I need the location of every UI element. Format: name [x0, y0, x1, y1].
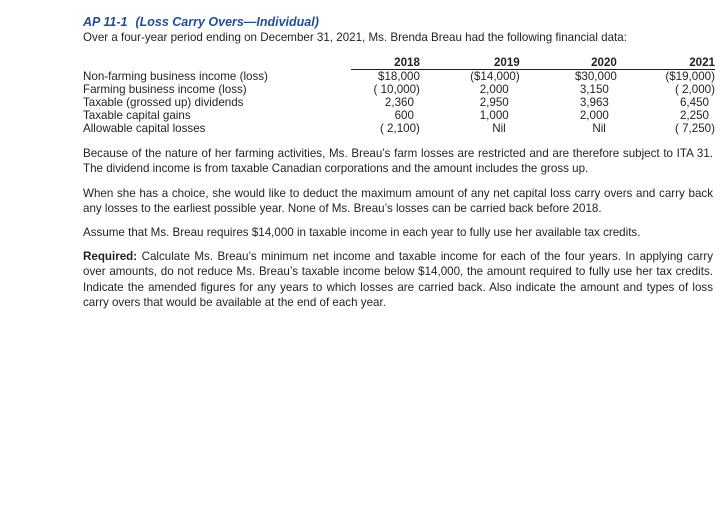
- header-year-2020: 2020: [520, 55, 617, 70]
- cell-2020: 2,000: [579, 109, 609, 123]
- required-paragraph: [83, 249, 713, 310]
- cell-2021: ( 7,250): [675, 122, 715, 136]
- required-text: Calculate Ms. Breau’s minimum net income and taxable income for each of the four years. In applying carry over amounts, do not reduce Ms. Breau’s taxable income below $14,000, the amount required to fully use her tax credits. Indicate the amended figures for any years to which losses are carried back. Also indicate the amount and types of loss carry overs that would be available at the end of each year.: [83, 250, 713, 309]
- header-year-2019: 2019: [420, 55, 520, 70]
- header-label-cell: [83, 55, 351, 70]
- problem-title: (Loss Carry Overs—Individual): [135, 15, 319, 29]
- row-label: Taxable capital gains: [83, 109, 191, 123]
- row-label: Non-farming business income (loss): [83, 69, 268, 83]
- cell-2020: 3,150: [579, 83, 609, 97]
- carry-over-preference-paragraph: When she has a choice, she would like to deduct the maximum amount of any net capital loss carry overs and carry back any losses to the earliest possible year. None of Ms. Breau’s losses can be carried back before 2018.: [83, 186, 713, 215]
- cell-2021: 2,250: [679, 109, 709, 123]
- cell-2021: ( 2,000): [675, 83, 715, 97]
- table-row: [83, 83, 715, 96]
- row-label: Allowable capital losses: [83, 122, 206, 136]
- intro-paragraph: Over a four-year period ending on December 31, 2021, Ms. Brenda Breau had the following financial data:: [83, 31, 627, 44]
- required-label: Required:: [83, 250, 138, 264]
- cell-2020: Nil: [592, 122, 606, 136]
- cell-2021: ($19,000): [665, 70, 715, 84]
- cell-2021: 6,450: [679, 96, 709, 110]
- problem-page: [83, 14, 713, 310]
- cell-2018: ( 10,000): [373, 83, 420, 97]
- cell-2020: 3,963: [579, 96, 609, 110]
- header-year-2018: 2018: [351, 55, 420, 70]
- cell-2018: ( 2,100): [379, 122, 420, 136]
- table-header-row: [83, 55, 715, 70]
- row-label: Farming business income (loss): [83, 83, 247, 97]
- cell-2018: $18,000: [378, 70, 420, 84]
- cell-2019: 1,000: [479, 109, 509, 123]
- cell-2020: $30,000: [574, 70, 617, 84]
- cell-2019: 2,950: [479, 96, 509, 110]
- cell-2019: Nil: [492, 122, 506, 136]
- table-row: [83, 122, 715, 135]
- header-year-2021: 2021: [617, 55, 715, 70]
- cell-2018: 2,360: [384, 96, 414, 110]
- table-row: [83, 109, 715, 122]
- table-row: [83, 70, 715, 84]
- tax-credit-assumption-paragraph: Assume that Ms. Breau requires $14,000 in taxable income in each year to fully use her available tax credits.: [83, 226, 641, 240]
- financial-data-table: [83, 55, 715, 135]
- cell-2019: ($14,000): [470, 70, 520, 84]
- cell-2019: 2,000: [479, 83, 509, 97]
- problem-code: AP 11-1: [83, 15, 128, 29]
- cell-2018: 600: [394, 109, 414, 123]
- problem-heading: [83, 14, 713, 30]
- table-row: [83, 96, 715, 109]
- row-label: Taxable (grossed up) dividends: [83, 96, 244, 110]
- farm-loss-paragraph: Because of the nature of her farming activities, Ms. Breau’s farm losses are restricted and are therefore subject to ITA 31. The dividend income is from taxable Canadian corporations and the amount includes the gross up.: [83, 147, 713, 176]
